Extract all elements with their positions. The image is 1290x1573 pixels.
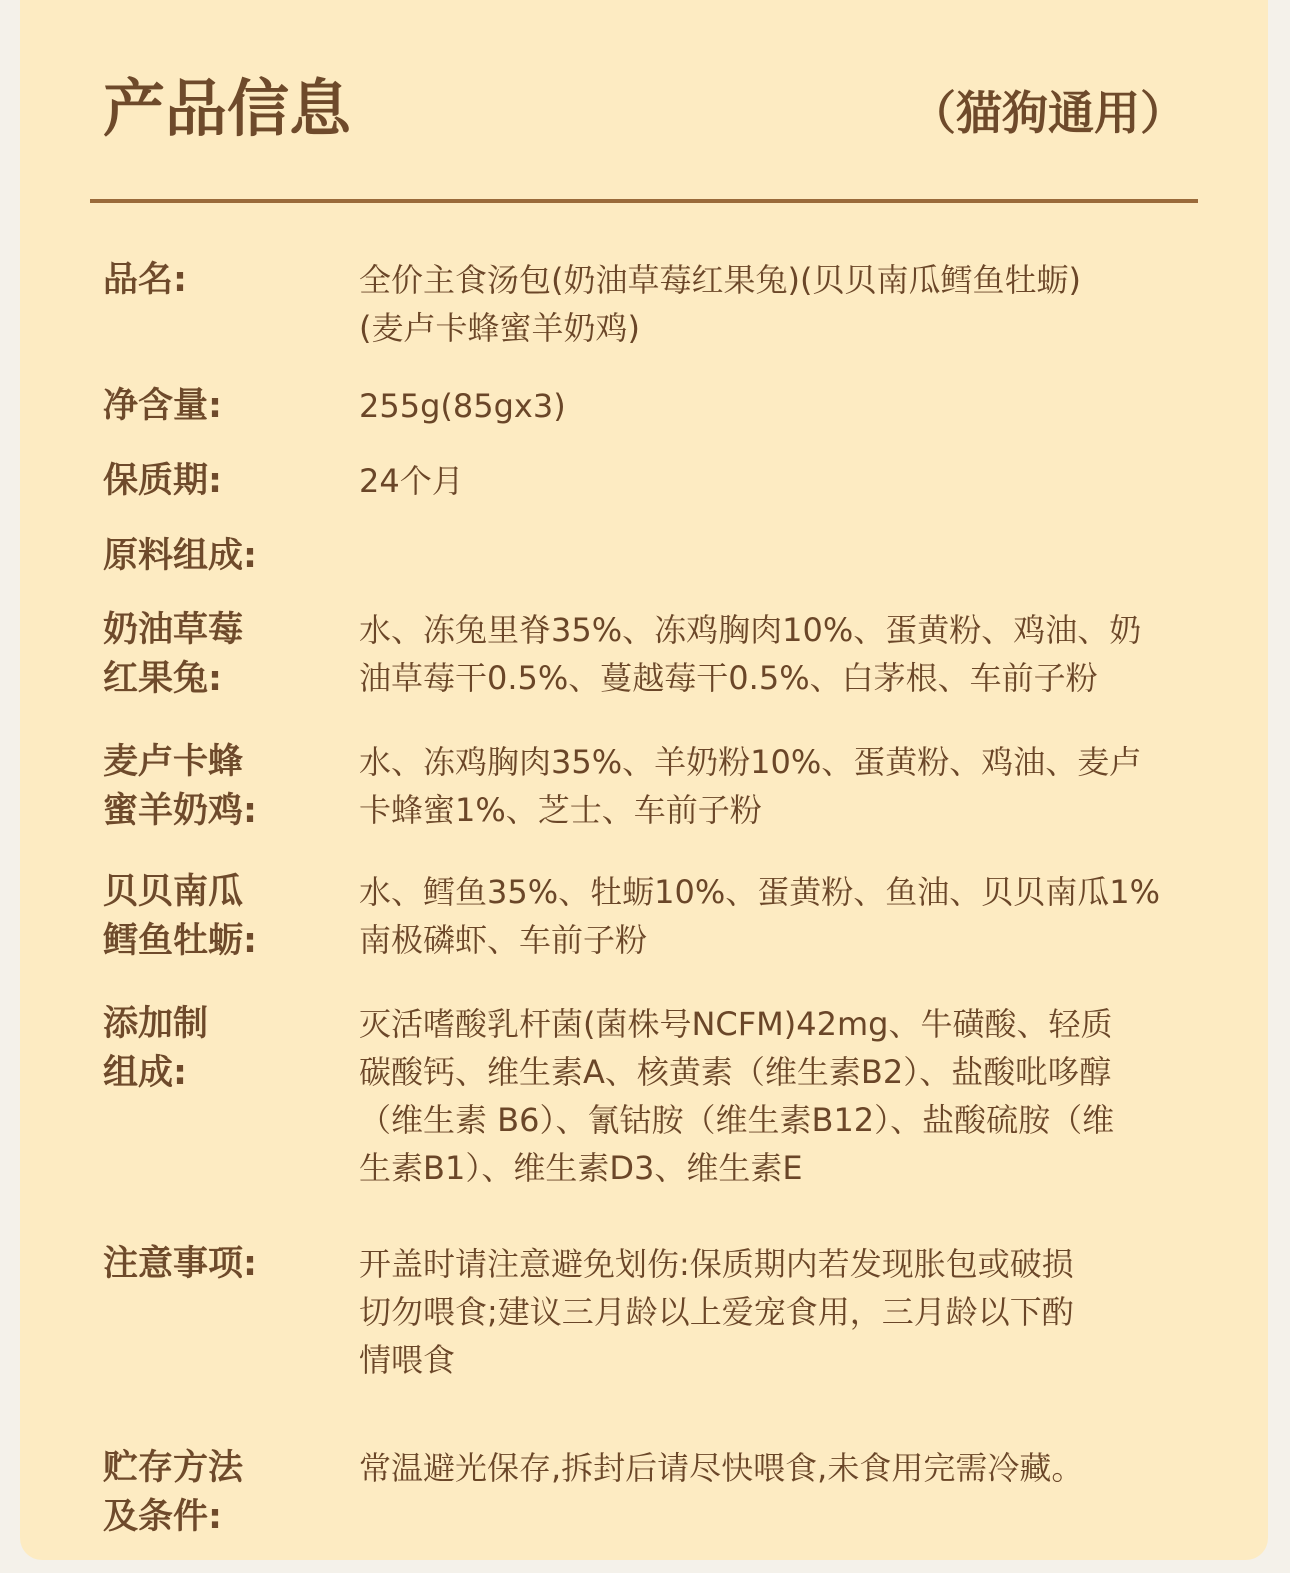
row-value: 开盖时请注意避免划伤:保质期内若发现胀包或破损 切勿喂食;建议三月龄以上爱宠食用，三月龄以下酌 情喂食 — [359, 1245, 1074, 1379]
page-subtitle: （猫狗通用） — [910, 86, 1186, 140]
page-title: 产品信息 — [103, 72, 352, 145]
row-label: 注意事项: — [103, 1244, 257, 1284]
row-value: 常温避光保存,拆封后请尽快喂食,未食用完需冷藏。 — [359, 1449, 1084, 1487]
row-value: 24个月 — [359, 462, 464, 500]
row-label: 添加制 组成: — [103, 1004, 209, 1093]
row-label: 贮存方法 及条件: — [103, 1448, 244, 1537]
row-value: 水、冻兔里脊35%、冻鸡胸肉10%、蛋黄粉、鸡油、奶 油草莓干0.5%、蔓越莓干0.5%、白茅根、车前子粉 — [359, 611, 1142, 697]
row-value: 255g(85gx3) — [359, 387, 566, 425]
row-label: 麦卢卡蜂 蜜羊奶鸡: — [103, 742, 257, 831]
row-value: 全价主食汤包(奶油草莓红果兔)(贝贝南瓜鳕鱼牡蛎) (麦卢卡蜂蜜羊奶鸡) — [359, 261, 1081, 347]
row-value: 水、鳕鱼35%、牡蛎10%、蛋黄粉、鱼油、贝贝南瓜1% 南极磷虾、车前子粉 — [359, 873, 1161, 959]
row-label: 奶油草莓 红果兔: — [103, 610, 244, 699]
row-label: 原料组成: — [103, 536, 257, 576]
row-value: 灭活嗜酸乳杆菌(菌株号NCFM)42mg、牛磺酸、轻质 碳酸钙、维生素A、核黄素（维生素B2）、盐酸吡哆醇 （维生素 B6）、氰钴胺（维生素B12）、盐酸硫胺（维 生素B1）、维生素D3、维生素E — [359, 1005, 1115, 1187]
row-value: 水、冻鸡胸肉35%、羊奶粉10%、蛋黄粉、鸡油、麦卢 卡蜂蜜1%、芝士、车前子粉 — [359, 743, 1142, 829]
row-label: 净含量: — [103, 386, 222, 426]
row-label: 贝贝南瓜 鳕鱼牡蛎: — [103, 872, 257, 961]
row-label: 保质期: — [103, 461, 222, 501]
row-label: 品名: — [103, 260, 187, 300]
title-divider — [90, 199, 1198, 203]
